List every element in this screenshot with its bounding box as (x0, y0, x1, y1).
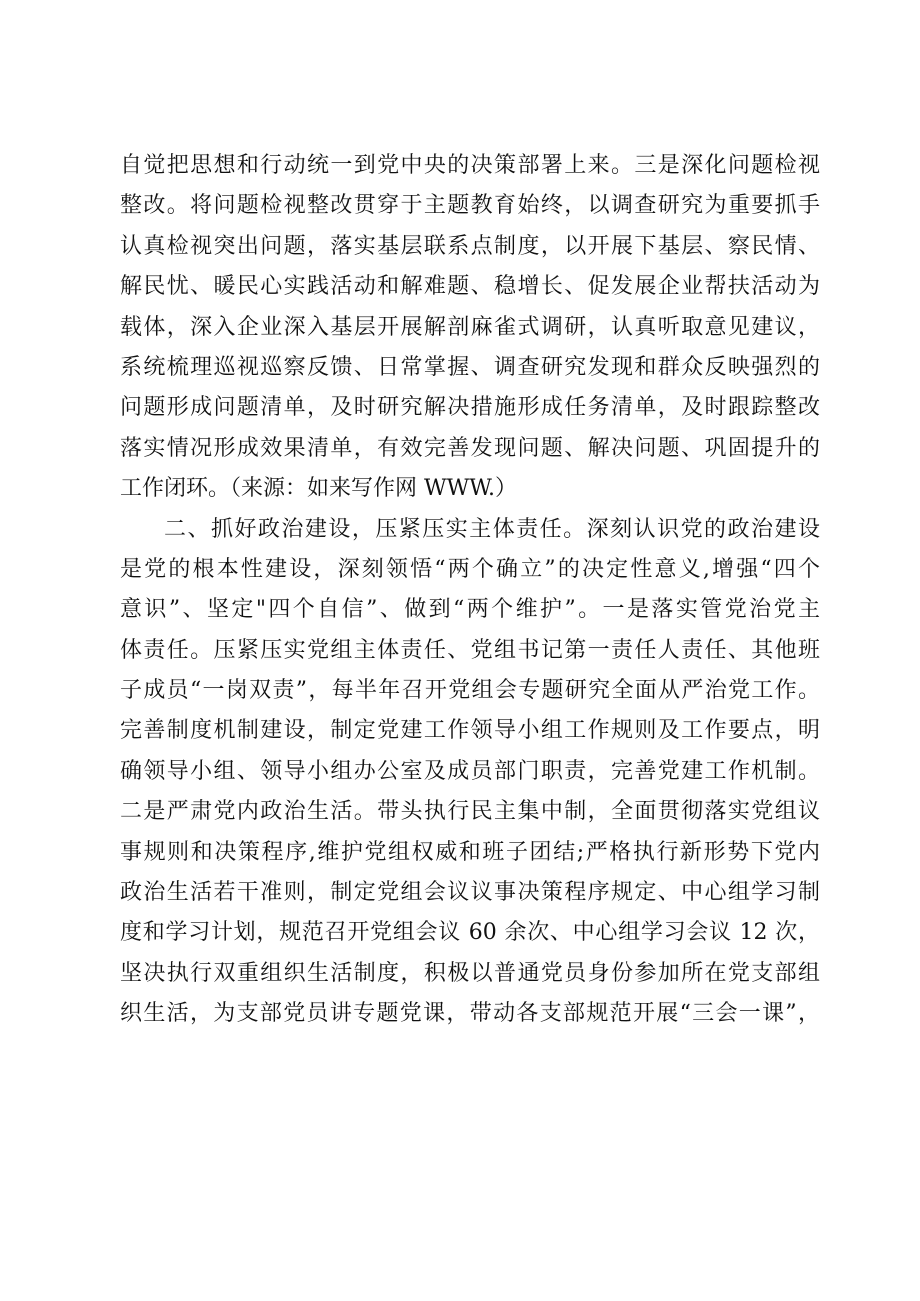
text-line (120, 873, 820, 913)
line-text: 认真检视突出问题，落实基层联系点制度，以开展下基层、察民情、 (120, 233, 820, 259)
paragraph-end-line (120, 469, 820, 509)
text-line (120, 954, 820, 994)
line-text: 事规则和决策程序,维护党组权威和班子团结;严格执行新形势下党内 (120, 839, 820, 865)
text-line (120, 913, 820, 953)
text-line (120, 186, 820, 226)
line-text: 系统梳理巡视巡察反馈、日常掌握、调查研究发现和群众反映强烈的 (120, 354, 820, 380)
text-line (120, 550, 820, 590)
line-text: 子成员“一岗双责”，每半年召开党组会专题研究全面从严治党工作。 (120, 678, 820, 704)
text-line (120, 267, 820, 307)
line-text: 坚决执行双重组织生活制度，积极以普通党员身份参加所在党支部组 (120, 960, 820, 986)
text-line (120, 994, 820, 1034)
text-line (120, 752, 820, 792)
line-text: 政治生活若干准则，制定党组会议议事决策程序规定、中心组学习制 (120, 880, 820, 906)
line-text: 二是严肃党内政治生活。带头执行民主集中制，全面贯彻落实党组议 (120, 799, 820, 825)
line-text: 确领导小组、领导小组办公室及成员部门职责，完善党建工作机制。 (120, 758, 820, 784)
text-line (120, 388, 820, 428)
text-line (120, 792, 820, 832)
paragraph-first-line (120, 510, 820, 550)
line-text: 织生活，为支部党员讲专题党课，带动各支部规范开展“三会一课”， (120, 1001, 820, 1027)
text-line (120, 348, 820, 388)
line-text: 完善制度机制建设，制定党建工作领导小组工作规则及工作要点，明 (120, 718, 820, 744)
line-text: 二、抓好政治建设，压紧压实主体责任。深刻认识党的政治建设 (164, 516, 820, 542)
line-text: 载体，深入企业深入基层开展解剖麻雀式调研，认真听取意见建议， (120, 314, 820, 340)
text-line (120, 631, 820, 671)
line-text: 体责任。压紧压实党组主体责任、党组书记第一责任人责任、其他班 (120, 637, 820, 663)
line-text: 解民忧、暖民心实践活动和解难题、稳增长、促发展企业帮扶活动为 (120, 274, 820, 300)
line-text: 工作闭环。（来源：如来写作网 WWW.） (120, 476, 517, 502)
text-line (120, 429, 820, 469)
line-text: 自觉把思想和行动统一到党中央的决策部署上来。三是深化问题检视 (120, 153, 820, 178)
line-text: 整改。将问题检视整改贯穿于主题教育始终，以调查研究为重要抓手 (120, 193, 820, 219)
text-line (120, 227, 820, 267)
text-line (120, 833, 820, 873)
line-text: 问题形成问题清单，及时研究解决措施形成任务清单，及时跟踪整改 (120, 395, 820, 421)
line-text: 是党的根本性建设，深刻领悟“两个确立”的决定性意义,增强“四个 (120, 556, 820, 582)
text-line (120, 671, 820, 711)
text-line (120, 308, 820, 348)
line-text: 落实情况形成效果清单，有效完善发现问题、解决问题、巩固提升的 (120, 435, 820, 461)
line-text: 意识”、坚定"四个自信”、做到“两个维护”。一是落实管党治党主 (120, 597, 820, 623)
text-line (120, 711, 820, 751)
text-line (120, 146, 820, 186)
body-text (120, 146, 820, 1035)
line-text: 度和学习计划，规范召开党组会议 60 余次、中心组学习会议 12 次， (120, 920, 820, 946)
text-line (120, 590, 820, 630)
